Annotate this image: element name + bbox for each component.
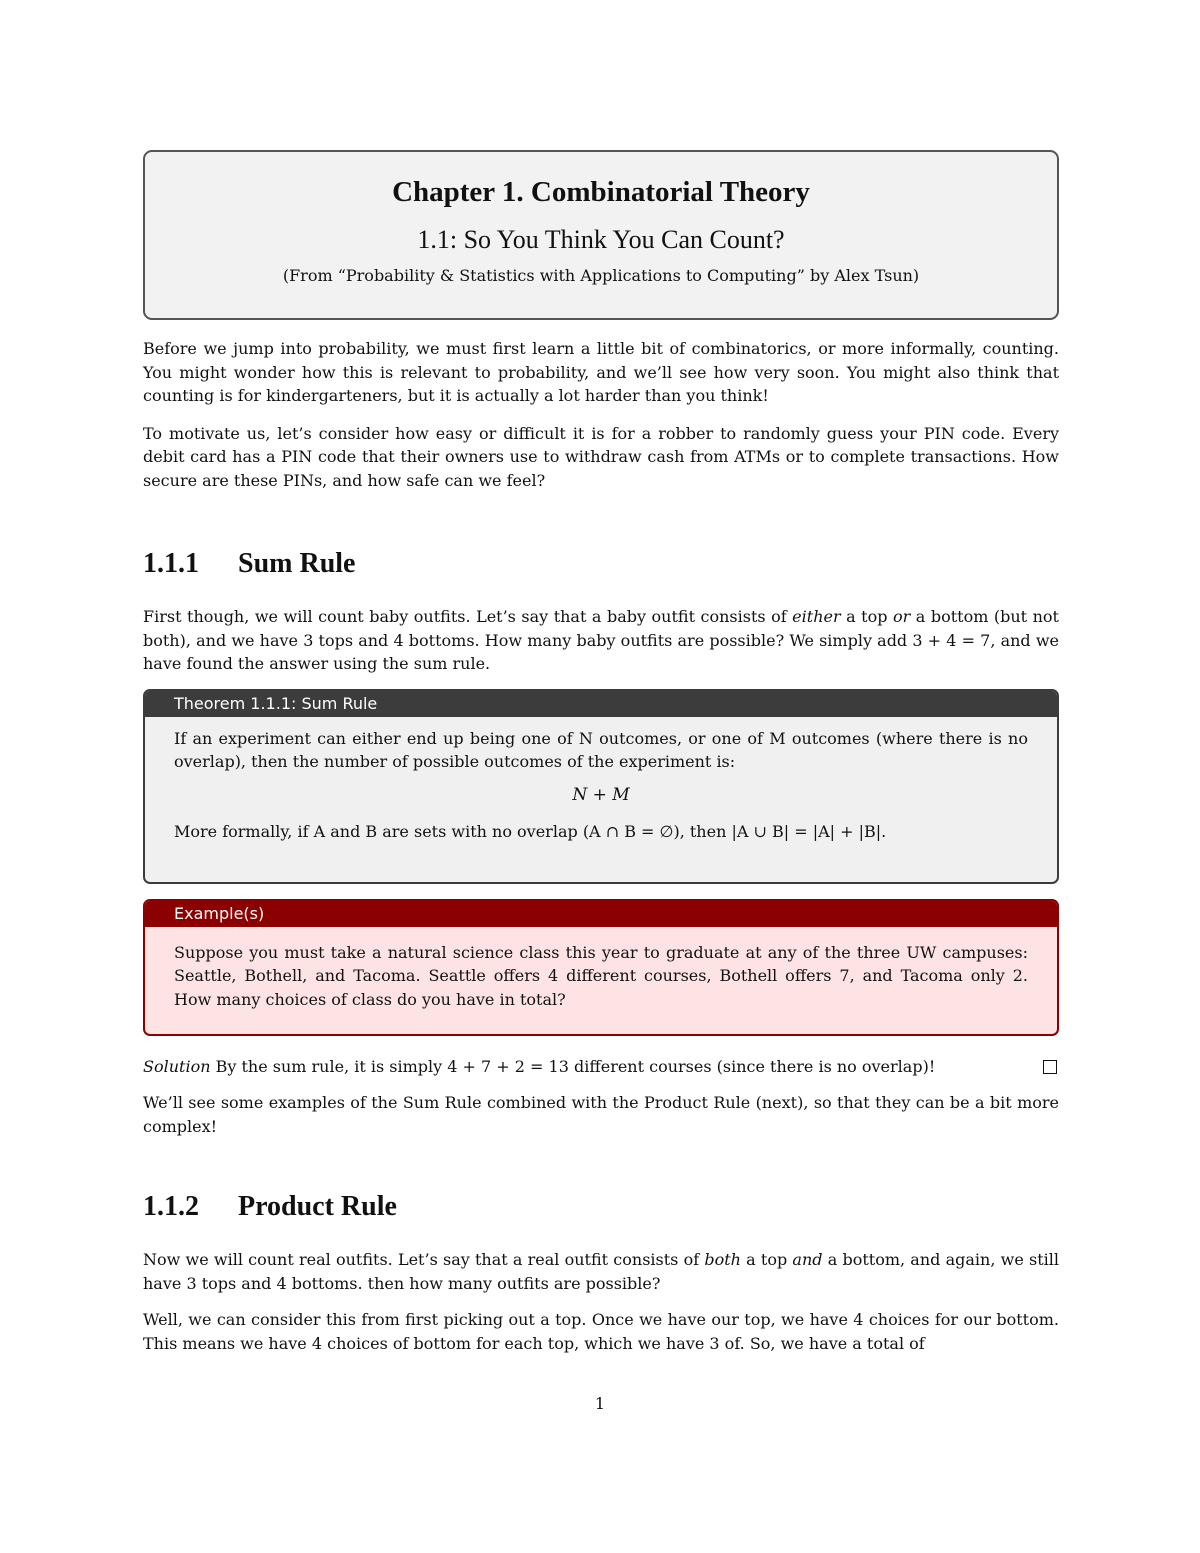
example-box [143, 899, 1059, 1036]
sum-rule-intro-paragraph: First though, we will count baby outfits. Let’s say that a baby outfit consists of either a top or a bottom (but not both), and we have 3 tops and 4 bottoms. How many baby outfits are possible? We simply add 3 + 4 = 7, and we have found the answer using the sum rule. [143, 607, 1059, 673]
solution-label: Solution [143, 1056, 211, 1076]
theorem-text: If an experiment can either end up being one of N outcomes, or one of M outcomes (where there is no overlap), then the number of possible outcomes of the experiment is: [174, 728, 1028, 771]
subsection-number: 1.1.1 [143, 548, 199, 579]
intro-paragraph-1: Before we jump into probability, we must first learn a little bit of combinatorics, or more informally, counting. You might wonder how this is relevant to probability, and we’ll see how very soon. You might also think that counting is for kindergarteners, but it is actually a lot harder than you think! [143, 339, 1059, 405]
solution-text: By the sum rule, it is simply 4 + 7 + 2 = 13 different courses (since there is no overlap)! [210, 1056, 936, 1076]
product-rule-intro-paragraph: Now we will count real outfits. Let’s say that a real outfit consists of both a top and a bottom, and again, we still have 3 tops and 4 bottoms. then how many outfits are possible? [143, 1250, 1059, 1293]
subsection-number: 1.1.2 [143, 1191, 199, 1222]
subsection-title: Product Rule [238, 1191, 397, 1222]
intro-paragraph-2: To motivate us, let’s consider how easy or difficult it is for a robber to randomly guess your PIN code. Every debit card has a PIN code that their owners use to withdraw cash from ATMs or to complete transactions. How secure are these PINs, and how safe can we feel? [143, 423, 1059, 490]
subsection-heading-product-rule [143, 1190, 1059, 1224]
theorem-formal-statement: More formally, if A and B are sets with no overlap (A ∩ B = ∅), then |A ∪ B| = |A| + |B|. [174, 821, 887, 841]
product-rule-paragraph-2: Well, we can consider this from first picking out a top. Once we have our top, we have 4 choices for our bottom. This means we have 4 choices of bottom for each top, which we have 3 of. So, we have a total of [143, 1310, 1059, 1353]
theorem-header: Theorem 1.1.1: Sum Rule [145, 691, 1057, 717]
sum-rule-closing-paragraph: We’ll see some examples of the Sum Rule combined with the Product Rule (next), so that they can be a bit more complex! [143, 1093, 1059, 1136]
attribution: (From “Probability & Statistics with Applications to Computing” by Alex Tsun) [282, 266, 920, 285]
example-body [145, 927, 1057, 1012]
subsection-heading-sum-rule [143, 547, 1059, 581]
qed-square-icon [1043, 1060, 1057, 1074]
chapter-header-box [143, 150, 1059, 320]
theorem-equation: N + M [572, 784, 630, 805]
solution-line [143, 1055, 1059, 1079]
theorem-box [143, 689, 1059, 884]
example-header: Example(s) [145, 901, 1057, 927]
page-content [143, 150, 1059, 1355]
section-title: 1.1: So You Think You Can Count? [417, 225, 785, 254]
chapter-title: Chapter 1. Combinatorial Theory [392, 176, 810, 208]
example-text: Suppose you must take a natural science class this year to graduate at any of the three UW campuses: Seattle, Bothell, and Tacoma. Seattle offers 4 different courses, Bothell offers 7, and Tacoma only 2. How many choices of class do you have in total? [174, 942, 1028, 1009]
page-number: 1 [594, 1394, 606, 1413]
subsection-title: Sum Rule [238, 548, 356, 579]
theorem-body [145, 717, 1057, 844]
